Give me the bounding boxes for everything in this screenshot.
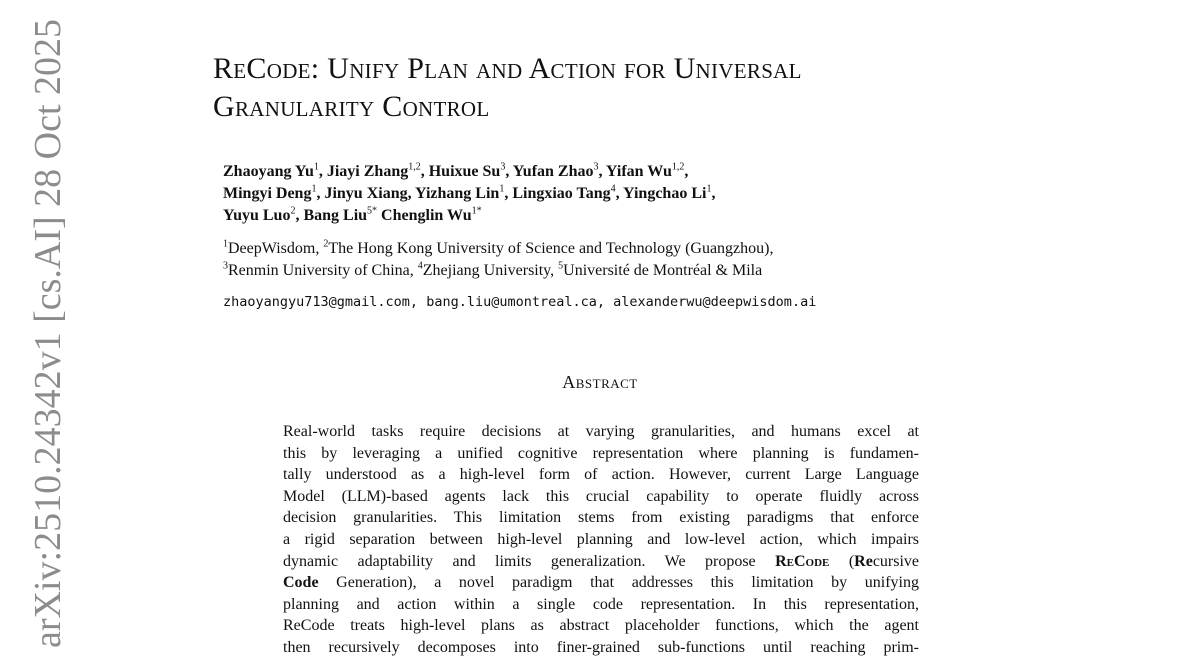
author-name: Chenglin Wu [381,207,472,224]
author-name: Jiayi Zhang [326,163,409,180]
abstract-line: ReCode treats high-level plans as abstract placeholder functions, which the agent [283,617,919,635]
abstract-line: planning and action within a single code representation. In this representation, [283,595,919,613]
arxiv-identifier: arXiv:2510.24342v1 [cs.AI] 28 Oct 2025 [27,18,69,648]
author-affiliation-mark: 1 [311,183,317,195]
author-name: Yizhang Lin [415,185,500,202]
abstract-text: dynamic adaptability and limits generalization. We propose [283,552,756,570]
author-affiliation-mark: 1* [471,205,482,217]
author-affiliation-mark: 5* [367,205,378,217]
author-affiliation-mark: 2 [290,205,296,217]
author-affiliation-mark: 1 [706,183,712,195]
paren-open: ( [848,552,855,570]
author-name: Yingchao Li [623,185,707,202]
abstract-heading: Abstract [562,372,638,392]
affiliations [223,238,983,282]
abstract-line [283,572,919,594]
author-affiliation-mark: 1,2 [671,161,685,173]
affiliation-name: DeepWisdom [228,240,316,257]
author-list [223,161,983,227]
affiliation-line-2: $^3$Renmin University of China, $^4$Zhejiang University, $^5$Université de Montréal & Mila [223,260,763,279]
author-affiliation-mark: 4 [610,183,616,195]
affiliation-name: Université de Montréal & Mila [563,262,763,279]
affiliation-number: 4 [417,260,423,272]
author-name: Yuyu Luo [223,207,291,224]
author-name: Jinyu Xiang [324,185,408,202]
affiliation-name: Zhejiang University [422,262,551,279]
acronym-code: Code [283,574,319,592]
author-affiliation-mark: 1,2 [408,161,421,173]
abstract-line: this by leveraging a unified cognitive representation where planning is fundamen- [283,444,919,462]
author-affiliation-mark: 3 [593,161,599,173]
affiliation-number: 5 [558,260,564,272]
abstract-line: tally understood as a high-level form of action. However, current Large Language [283,466,919,484]
affiliation-number: 2 [323,238,329,250]
title-line-1: ReCode: Unify Plan and Action for Universal [213,52,802,85]
abstract-line: decision granularities. This limitation stems from existing paradigms that enforce [283,509,919,527]
affiliation-name: The Hong Kong University of Science and Technology (Guangzhou) [328,240,770,257]
author-name: Bang Liu [303,207,368,224]
title-line-2: Granularity Control [213,90,490,123]
author-name: Yifan Wu [605,163,672,180]
author-line-3: Yuyu Luo$^2$, Bang Liu$^{5*}$ Chenglin $Wu^{1*}$ [223,205,482,224]
author-name: Zhaoyang Yu [223,163,314,180]
abstract-line: then recursively decomposes into finer-grained sub-functions until reaching prim- [283,638,919,656]
abstract-line: a rigid separation between high-level planning and low-level action, which impairs [283,530,919,548]
author-affiliation-mark: 3 [500,161,506,173]
affiliation-number: 1 [223,238,228,250]
affiliation-name: Renmin University of China [228,262,410,279]
author-emails[interactable]: zhaoyangyu713@gmail.com, bang.liu@umontreal.ca, alexanderwu@deepwisdom.ai [223,294,817,310]
author-name: Yufan Zhao [512,163,594,180]
author-line-1: Zhaoyang Yu$^1$, Jiayi Zhang$^{1,2}$, Huixue Su$^3$, Yufan Zhao$^3$, Yifan Wu$^{1,2}$, [223,161,689,180]
abstract-text: cursive [872,552,919,570]
abstract-text: Generation), a novel paradigm that addresses this limitation by unifying [336,574,919,592]
paper-title [213,50,1093,126]
author-affiliation-mark: 1 [313,161,319,173]
affiliation-line-1: $^1$DeepWisdom, $^2$The Hong Kong University of Science and Technology (Guangzhou), [223,238,774,257]
author-affiliation-mark: 1 [499,183,505,195]
abstract-line [283,551,919,573]
author-line-2: Mingyi Deng$^1$, Jinyu Xiang, Yizhang Lin$^1$, Lingxiao Tang$^4$, Yingchao Li$^1$, [223,183,716,202]
author-name: Huixue Su [428,163,501,180]
acronym-re: Re [854,552,873,570]
affiliation-number: 3 [223,260,228,272]
abstract-line: Real-world tasks require decisions at varying granularities, and humans excel at [283,423,919,440]
author-name: Mingyi Deng [223,185,312,202]
author-name: Lingxiao Tang [512,185,611,202]
abstract-line: Model (LLM)-based agents lack this crucial capability to operate fluidly across [283,487,919,505]
method-name: ReCode [775,552,830,570]
abstract-body [283,421,919,659]
